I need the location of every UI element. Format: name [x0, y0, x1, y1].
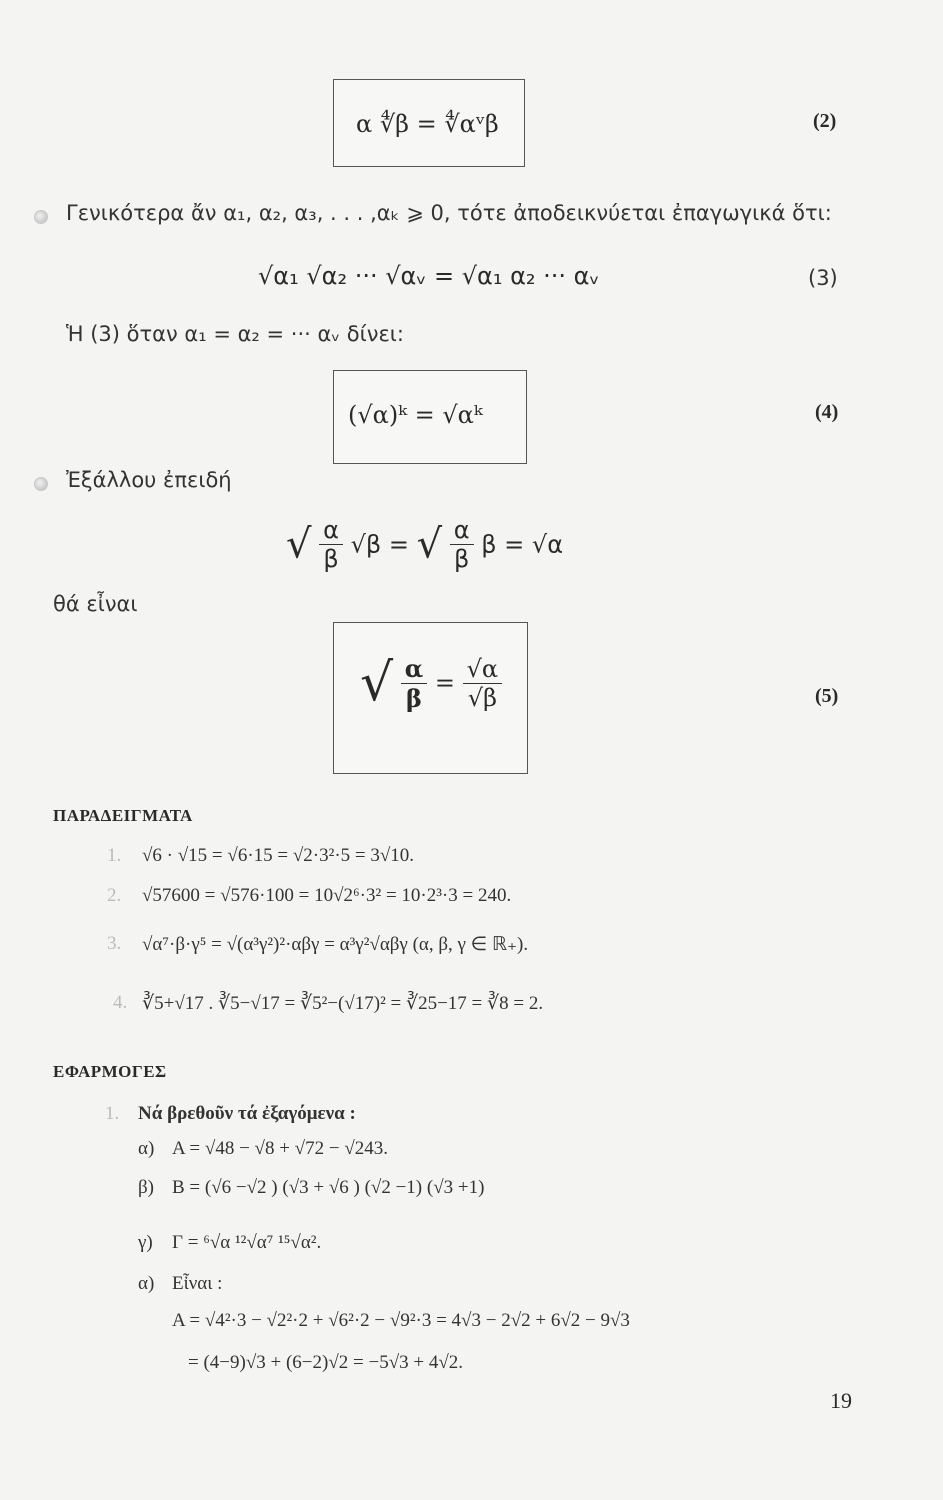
examples-heading: ΠΑΡΑΔΕΙΓΜΑΤΑ — [53, 806, 193, 825]
example-4: ∛5+√17 . ∛5−√17 = ∛5²−(√17)² = ∛25−17 = ∛8 = 2. — [142, 993, 544, 1014]
formula-3: √α₁ √α₂ ··· √αᵥ = √α₁ α₂ ··· αᵥ — [258, 262, 600, 290]
frac-den: β — [454, 545, 470, 573]
formula-box-4 — [333, 370, 527, 464]
frac-num: α — [319, 516, 343, 545]
formula-4: (√α)ᵏ = √αᵏ — [348, 401, 483, 429]
solution-label: α) — [138, 1273, 155, 1294]
formula-middle-part: β = √α — [481, 530, 564, 559]
example-number: 3. — [107, 933, 122, 954]
formula-middle: √ $\frac{\alpha}{\beta}$ √β = √ $\frac{\alpha}{\beta}$ β = √α — [286, 516, 564, 573]
frac-den: √β — [467, 683, 497, 712]
application-intro: Νά βρεθοῦν τά ἐξαγόμενα : — [138, 1103, 356, 1124]
equation-label-4: (4) — [815, 401, 839, 423]
application-item-c: Γ = ⁶√α ¹²√α⁷ ¹⁵√α². — [172, 1232, 322, 1253]
solution-intro: Εἶναι : — [172, 1273, 223, 1294]
application-item-b: Β = (√6 −√2 ) (√3 + √6 ) (√2 −1) (√3 +1) — [172, 1177, 485, 1198]
bullet-icon — [34, 210, 48, 224]
formula-box-5 — [333, 622, 528, 774]
application-item-a: Α = √48 − √8 + √72 − √243. — [172, 1138, 388, 1159]
equation-label-5: (5) — [815, 685, 839, 707]
application-number: 1. — [105, 1103, 120, 1124]
frac-den: β — [406, 683, 422, 713]
example-number: 2. — [107, 885, 122, 906]
example-2: √57600 = √576·100 = 10√2⁶·3² = 10·2³·3 = 240. — [142, 885, 512, 906]
solution-line-2: = (4−9)√3 + (6−2)√2 = −5√3 + 4√2. — [188, 1352, 464, 1373]
application-item-label: α) — [138, 1138, 155, 1159]
frac-den: β — [323, 545, 339, 573]
bullet-icon — [34, 477, 48, 491]
frac-num: √α — [463, 655, 503, 684]
application-item-label: β) — [138, 1177, 154, 1198]
equation-label-2: (2) — [813, 110, 837, 132]
frac-num: α — [401, 654, 427, 684]
equation-label-3: (3) — [808, 266, 838, 290]
formula-middle-part: √β = — [350, 530, 409, 559]
example-number: 4. — [113, 992, 128, 1013]
formula-2: α ∜β = ∜αᵛβ — [356, 110, 499, 138]
frac-num: α — [450, 516, 474, 545]
general-intro-text: Γενικότερα ἄν α₁, α₂, α₃, . . . ,αₖ ⩾ 0, τότε ἀποδεικνύεται ἐπαγωγικά ὅτι: — [66, 201, 832, 225]
example-3: √α⁷·β·γ⁵ = √(α³γ²)²·αβγ = α³γ²√αβγ (α, β, γ ∈ ℝ₊). — [142, 934, 529, 955]
applications-heading: ΕΦΑΡΜΟΓΕΣ — [53, 1062, 167, 1081]
formula-5: √ $\frac{\alpha}{\beta}$ = $\frac{√\alpha}{√\beta}$ — [360, 653, 502, 713]
besides-text: Ἐξάλλου ἐπειδή — [66, 468, 232, 492]
when-text: Ἡ (3) ὅταν α₁ = α₂ = ··· αᵥ δίνει: — [66, 322, 404, 346]
example-1: √6 · √15 = √6·15 = √2·3²·5 = 3√10. — [142, 845, 415, 866]
formula-box-2 — [333, 79, 525, 167]
example-number: 1. — [107, 845, 122, 866]
application-item-label: γ) — [138, 1232, 153, 1253]
will-be-text: θά εἶναι — [53, 592, 138, 616]
page-number: 19 — [830, 1388, 852, 1413]
solution-line-1: Α = √4²·3 − √2²·2 + √6²·2 − √9²·3 = 4√3 − 2√2 + 6√2 − 9√3 — [172, 1310, 630, 1331]
